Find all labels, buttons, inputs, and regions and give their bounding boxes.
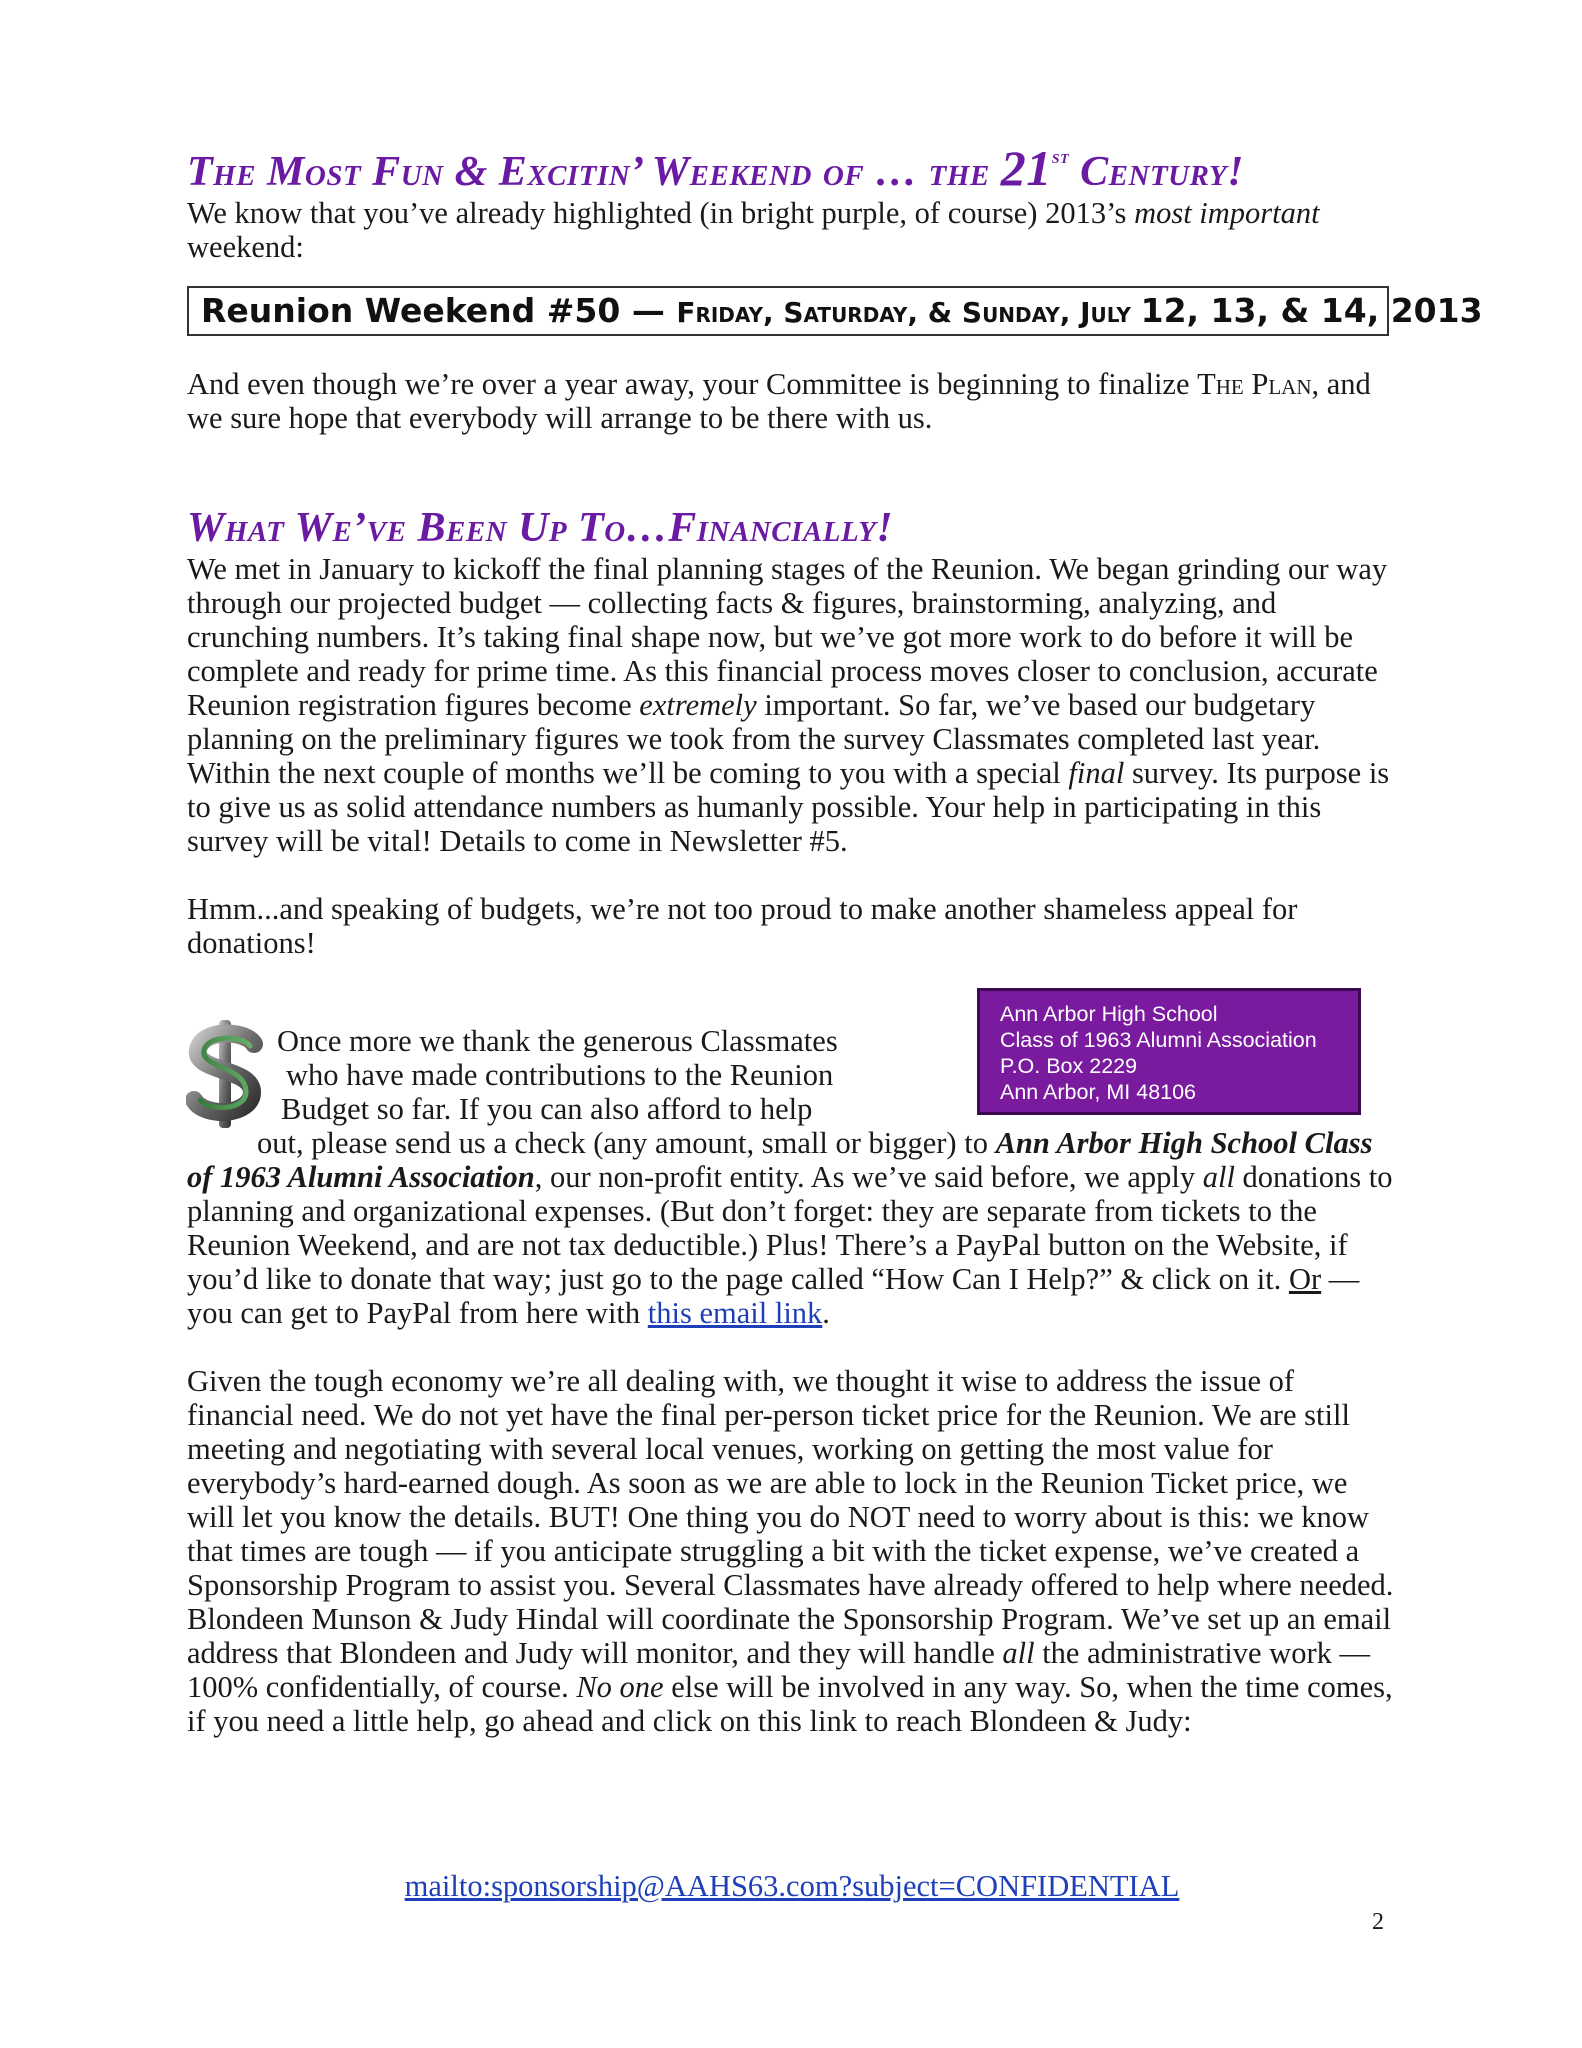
sponsor-emphasis-2: No one bbox=[576, 1670, 664, 1704]
donate-or: Or bbox=[1288, 1262, 1322, 1296]
banner-days: Friday, Saturday, & Sunday, July bbox=[676, 296, 1141, 329]
reunion-dates-banner bbox=[187, 286, 1483, 336]
sponsorship-mailto-block bbox=[187, 1869, 1397, 1903]
dollar-sign-icon bbox=[186, 1018, 264, 1130]
financial-paragraph bbox=[187, 552, 1397, 858]
heading-superscript: st bbox=[1051, 146, 1070, 168]
donate-emphasis: all bbox=[1202, 1160, 1235, 1194]
donate-text-1: out, please send us a check (any amount, small or bigger) to bbox=[257, 1126, 996, 1160]
donate-text-2: , our non-profit entity. As we’ve said before, we apply bbox=[534, 1160, 1203, 1194]
donation-appeal-paragraph: Hmm...and speaking of budgets, we’re not too proud to make another shameless appeal for donations! bbox=[187, 892, 1298, 960]
intro-emphasis: most important bbox=[1134, 196, 1320, 230]
donate-text-3: donations to planning and organizational expenses. (But don’t forget: they are separate from tickets to the Reunion Weekend, and are not tax deductible.) Plus! There’s a PayPal button on the Website, if you’d like to donate that way; just go to the page called “How Can I Help?” & click on it. bbox=[187, 1160, 1393, 1296]
heading-text-end: Century! bbox=[1069, 149, 1244, 195]
address-line-4: Ann Arbor, MI 48106 bbox=[1000, 1080, 1197, 1104]
section-weekend bbox=[187, 133, 1397, 264]
sponsor-text-3: else will be involved in any way. So, when the time comes, if you need a little help, go ahead and click on this link to reach Blondeen & Judy: bbox=[187, 1670, 1393, 1738]
weekend-intro bbox=[187, 196, 1397, 264]
sponsorship-paragraph bbox=[187, 1364, 1397, 1738]
sponsor-text-2: the administrative work — 100% confidentially, of course. bbox=[187, 1636, 1370, 1704]
plan-text-end: , and we sure hope that everybody will arrange to be there with us. bbox=[187, 367, 1371, 435]
heading-century-number: 21 bbox=[1000, 140, 1052, 196]
fin-text-3: survey. Its purpose is to give us as solid attendance numbers as humanly possible. Your help in participating in this survey will be vital! Details to come in Newsletter #5. bbox=[187, 756, 1390, 858]
plan-text: And even though we’re over a year away, your Committee is beginning to finalize bbox=[187, 367, 1198, 401]
donation-line-2: who have made contributions to the Reunion bbox=[286, 1058, 834, 1092]
address-line-2: Class of 1963 Alumni Association bbox=[1000, 1028, 1317, 1052]
donation-line-3: Budget so far. If you can also afford to help bbox=[281, 1092, 813, 1126]
heading-most-fun-weekend bbox=[187, 133, 1397, 196]
donate-text-4: — you can get to PayPal from here with bbox=[187, 1262, 1360, 1330]
banner-title: Reunion Weekend #50 — bbox=[201, 291, 677, 330]
fin-text-2: important. So far, we’ve based our budgetary planning on the preliminary figures we took from the survey Classmates completed last year. Within the next couple of months we’ll be coming to you with a special bbox=[187, 688, 1321, 790]
plan-paragraph bbox=[187, 367, 1397, 435]
donation-line-1: Once more we thank the generous Classmates bbox=[277, 1024, 838, 1058]
sponsor-emphasis-1: all bbox=[1002, 1636, 1035, 1670]
intro-text: We know that you’ve already highlighted (in bright purple, of course) 2013’s bbox=[187, 196, 1135, 230]
banner-dates: 12, 13, & 14, 2013 bbox=[1140, 291, 1483, 330]
fin-emphasis-1: extremely bbox=[639, 688, 757, 722]
fin-text-1: We met in January to kickoff the final planning stages of the Reunion. We began grinding our way through our projected budget — collecting facts & figures, brainstorming, analyzing, and crunching numbers. It’s taking final shape now, but we’ve got more work to do before it will be complete and ready for prime time. As this financial process moves closer to conclusion, accurate Reunion registration figures become bbox=[187, 552, 1388, 722]
plan-paragraph-block bbox=[187, 367, 1397, 435]
mailing-address-box bbox=[977, 988, 1361, 1115]
heading-financially: What We’ve Been Up To…Financially! bbox=[187, 505, 894, 551]
donation-paragraph bbox=[187, 1126, 1397, 1330]
section-financial bbox=[187, 504, 1397, 960]
donation-intro-lines bbox=[277, 1024, 937, 1126]
page-number: 2 bbox=[1372, 1909, 1384, 1935]
address-line-1: Ann Arbor High School bbox=[1000, 1002, 1218, 1026]
sponsorship-mailto-link[interactable]: mailto:sponsorship@AAHS63.com?subject=CONFIDENTIAL bbox=[404, 1869, 1180, 1903]
heading-text: The Most Fun & Excitin’ Weekend of … the bbox=[187, 149, 1001, 195]
address-line-3: P.O. Box 2229 bbox=[1000, 1054, 1138, 1078]
paypal-email-link[interactable]: this email link bbox=[647, 1296, 823, 1330]
the-plan-label: The Plan bbox=[1197, 367, 1312, 401]
donation-paragraph-block bbox=[187, 1126, 1397, 1738]
intro-text-end: weekend: bbox=[187, 230, 304, 264]
fin-emphasis-2: final bbox=[1068, 756, 1125, 790]
donate-organization: Ann Arbor High School Class of 1963 Alumni Association bbox=[187, 1126, 1373, 1194]
sponsor-text-1: Given the tough economy we’re all dealing with, we thought it wise to address the issue of financial need. We do not yet have the final per-person ticket price for the Reunion. We are still meeting and negotiating with several local venues, working on getting the most value for everybody’s hard-earned dough. As soon as we are able to lock in the Reunion Ticket price, we will let you know the details. BUT! One thing you do NOT need to worry about is this: we know that times are tough — if you anticipate struggling a bit with the ticket expense, we’ve created a Sponsorship Program to assist you. Several Classmates have already offered to help where needed. Blondeen Munson & Judy Hindal will coordinate the Sponsorship Program. We’ve set up an email address that Blondeen and Judy will monitor, and they will handle bbox=[187, 1364, 1394, 1670]
donate-text-end: . bbox=[822, 1296, 830, 1330]
